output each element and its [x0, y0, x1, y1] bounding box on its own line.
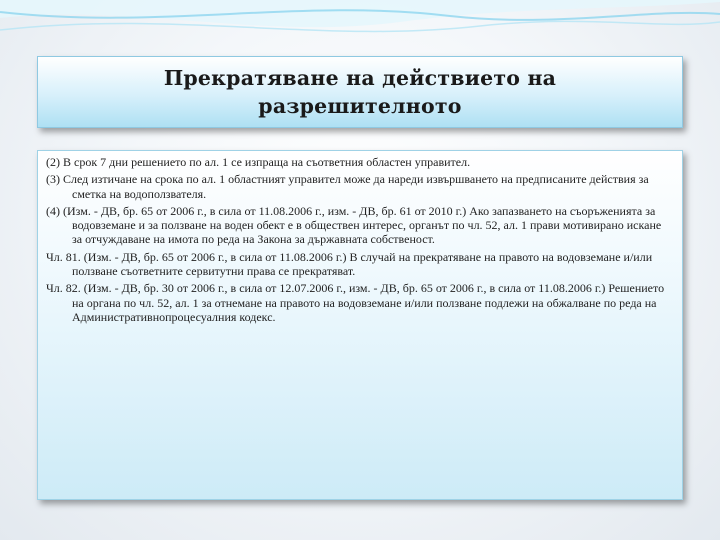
title-box	[37, 56, 683, 128]
paragraph-2: (3) След изтичане на срока по ал. 1 областният управител може да нареди извършването на предписаните действия за сметка на водоползвателя.	[46, 172, 649, 201]
paragraph-4: Чл. 81. (Изм. - ДВ, бр. 65 от 2006 г., в сила от 11.08.2006 г.) В случай на прекратяване на правото на водовземане и/или ползване съответните сервитутни права се прекратяват.	[46, 249, 653, 279]
slide-title-line-2: разрешителното	[258, 94, 462, 118]
slide-title	[164, 64, 556, 120]
paragraph-3: (4) (Изм. - ДВ, бр. 65 от 2006 г., в сила от 11.08.2006 г., изм. - ДВ, бр. 61 от 2010 г.) Ако запазването на съоръженията за водовземане и за ползване на воден обект е в обществен интерес, органът по чл. 52, ал. 1 прави мотивирано искане за отчуждаване на имота по реда на Закона за държавната собственост.	[46, 203, 662, 247]
content-box	[37, 150, 683, 500]
slide-title-line-1: Прекратяване на действието на	[163, 66, 557, 90]
paragraph-1: (2) В срок 7 дни решението по ал. 1 се изпраща на съответния областен управител.	[46, 155, 471, 169]
paragraph-5: Чл. 82. (Изм. - ДВ, бр. 30 от 2006 г., в сила от 12.07.2006 г., изм. - ДВ, бр. 65 от 2006 г., в сила от 11.08.2006 г.) Решението на органа по чл. 52, ал. 1 за отнемане на правото на водовземане и/или ползване подлежи на обжалване по реда на Административнопроцесуалния кодекс.	[46, 281, 665, 324]
